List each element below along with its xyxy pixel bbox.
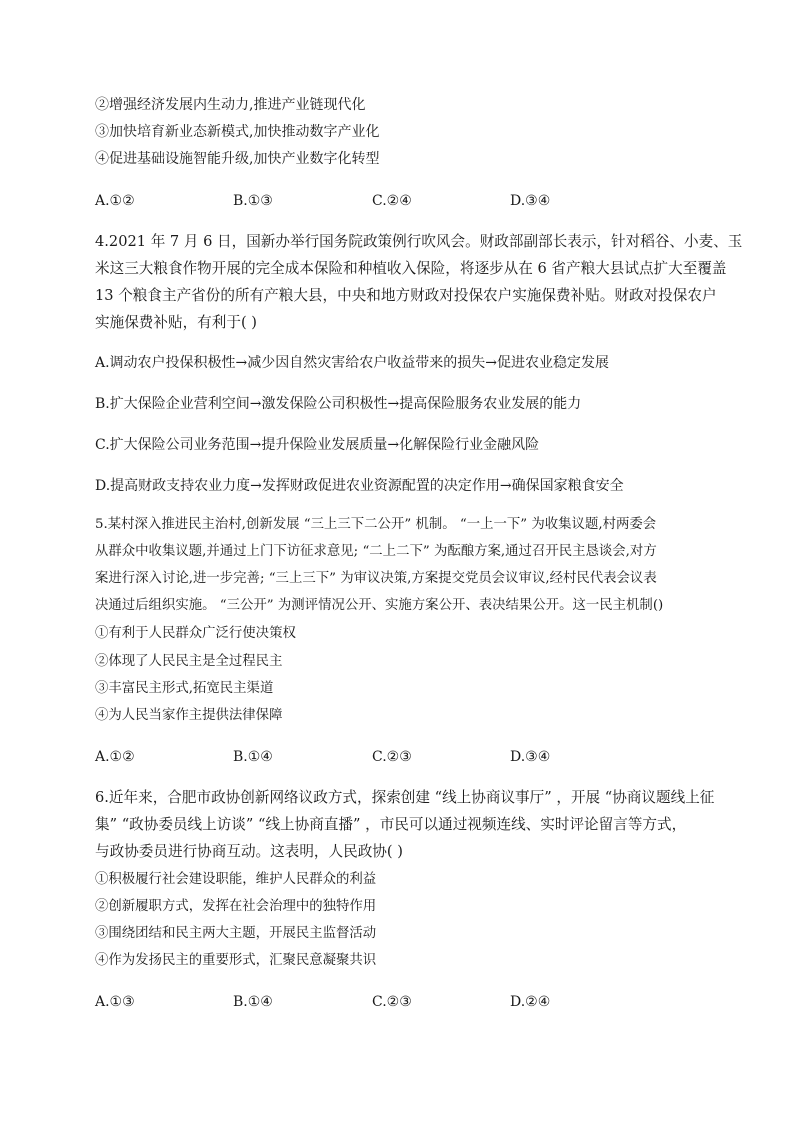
q6-choice-d[interactable]: D.②④ [510, 994, 551, 1010]
q6-choices [95, 993, 715, 1011]
q6-option-2: ②创新履职方式，发挥在社会治理中的独特作用 [95, 899, 377, 914]
q5-choice-c[interactable]: C.②③ [372, 749, 412, 765]
q3-choice-c[interactable]: C.②④ [372, 193, 412, 209]
q5-option-2: ②体现了人民民主是全过程民主 [95, 654, 283, 669]
q4-choice-a[interactable]: A.调动农户投保积极性→减少因自然灾害给农户收益带来的损失→促进农业稳定发展 [95, 355, 610, 371]
q6-choice-b[interactable]: B.①④ [233, 994, 273, 1010]
q5-option-3: ③丰富民主形式,拓宽民主渠道 [95, 681, 274, 696]
q4-stem-line-4: 实施保费补贴，有利于( ) [95, 314, 257, 331]
q5-choice-d[interactable]: D.③④ [510, 749, 551, 765]
q4-stem-line-1: 4.2021 年 7 月 6 日，国新办举行国务院政策例行吹风会。财政部副部长表示，针对稻谷、小麦、玉 [95, 233, 743, 250]
q4-stem-line-3: 13 个粮食主产省份的所有产粮大县，中央和地方财政对投保农户实施保费补贴。财政对投保农户 [95, 287, 717, 304]
q5-choices [95, 748, 715, 766]
q5-choice-a[interactable]: A.①② [95, 749, 135, 765]
q5-stem-line-3: 案进行深入讨论,进一步完善; “三上三下” 为审议决策,方案提交党员会议审议,经村民代表会议表 [95, 571, 657, 586]
q3-choice-d[interactable]: D.③④ [510, 193, 551, 209]
q5-stem-line-2: 从群众中收集议题,并通过上门下访征求意见; “二上二下” 为酝酿方案,通过召开民主恳谈会,对方 [95, 544, 657, 559]
q6-option-1: ①积极履行社会建设职能，维护人民群众的利益 [95, 872, 377, 887]
q6-option-4: ④作为发扬民主的重要形式，汇聚民意凝聚共识 [95, 953, 377, 968]
q6-stem-line-3: 与政协委员进行协商互动。这表明，人民政协( ) [95, 843, 403, 860]
q6-stem-line-2: 集” “政协委员线上访谈” “线上协商直播” ，市民可以通过视频连线、实时评论留言等方式， [95, 816, 687, 833]
q3-choice-a[interactable]: A.①② [95, 193, 135, 209]
q4-stem-line-2: 米这三大粮食作物开展的完全成本保险和种植收入保险，将逐步从在 6 省产粮大县试点扩大至覆盖 [95, 260, 727, 277]
q5-stem-line-4: 决通过后组织实施。 “三公开” 为测评情况公开、实施方案公开、表决结果公开。这一民主机制() [95, 598, 664, 613]
q4-choice-b[interactable]: B.扩大保险企业营利空间→激发保险公司积极性→提高保险服务农业发展的能力 [95, 396, 582, 412]
q4-choice-d[interactable]: D.提高财政支持农业力度→发挥财政促进农业资源配置的决定作用→确保国家粮食安全 [95, 478, 624, 494]
q5-choice-b[interactable]: B.①④ [233, 749, 273, 765]
q6-option-3: ③围绕团结和民主两大主题，开展民主监督活动 [95, 926, 377, 941]
q5-option-1: ①有利于人民群众广泛行使决策权 [95, 626, 296, 641]
q6-choice-a[interactable]: A.①③ [95, 994, 135, 1010]
q6-choice-c[interactable]: C.②③ [372, 994, 412, 1010]
q6-stem-line-1: 6.近年来，合肥市政协创新网络议政方式，探索创建 “线上协商议事厅” ，开展 “协商议题线上征 [95, 789, 715, 806]
q4-choice-c[interactable]: C.扩大保险公司业务范围→提升保险业发展质量→化解保险行业金融风险 [95, 437, 540, 453]
q3-option-4: ④促进基础设施智能升级,加快产业数字化转型 [95, 151, 380, 167]
q3-choices [95, 192, 715, 210]
q5-stem-line-1: 5.某村深入推进民主治村,创新发展 “三上三下二公开” 机制。 “一上一下” 为收集议题,村两委会 [95, 517, 657, 532]
q5-option-4: ④为人民当家作主提供法律保障 [95, 708, 283, 723]
q3-option-3: ③加快培育新业态新模式,加快推动数字产业化 [95, 124, 380, 140]
q3-choice-b[interactable]: B.①③ [233, 193, 273, 209]
q3-option-2: ②增强经济发展内生动力,推进产业链现代化 [95, 97, 366, 113]
